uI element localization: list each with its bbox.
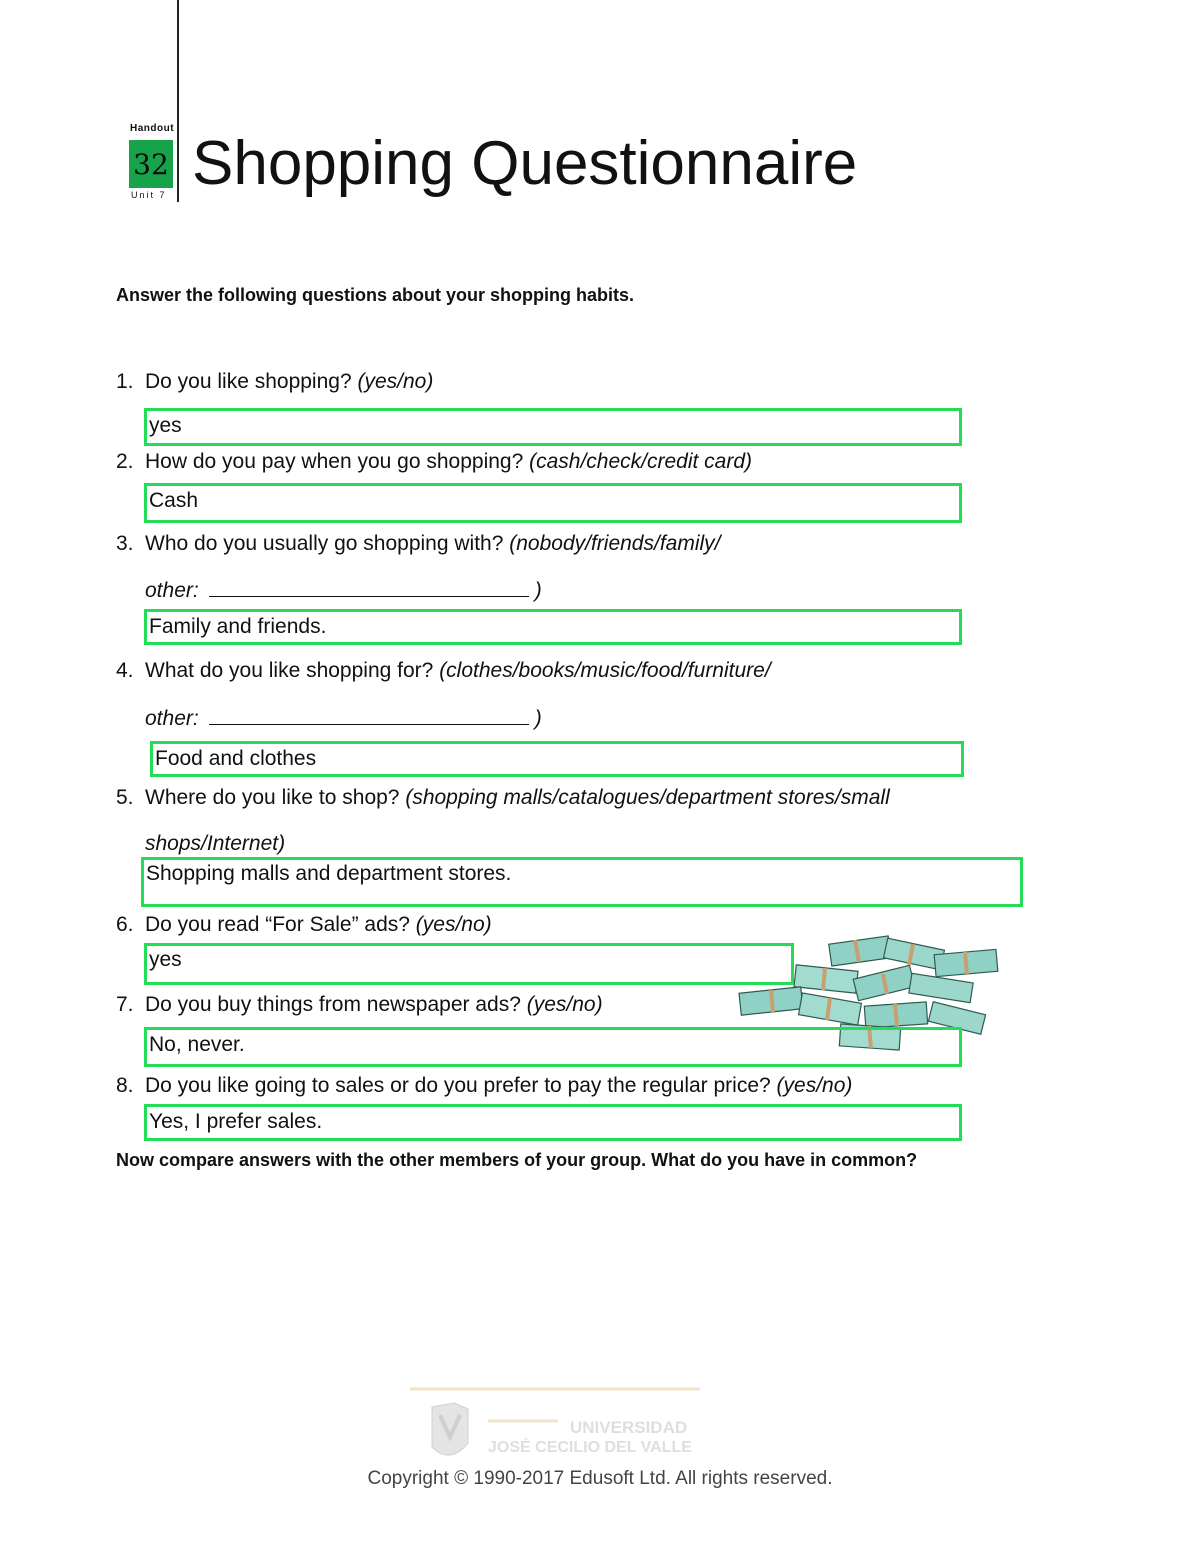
question-3-other: other: ) [145,579,542,602]
question-6: 6. Do you read “For Sale” ads? (yes/no) [116,913,492,936]
page-title: Shopping Questionnaire [192,129,858,198]
question-2: 2. How do you pay when you go shopping? (cash/check/credit card) [116,450,753,473]
question-3: 3. Who do you usually go shopping with? (nobody/friends/family/ [116,532,721,555]
instructions: Answer the following questions about your shopping habits. [116,285,635,305]
watermark-line-2: JOSÉ CECILIO DEL VALLE [488,1439,692,1456]
university-logo-icon [410,1385,700,1470]
question-5-continuation: shops/Internet) [145,832,286,855]
question-5: 5. Where do you like to shop? (shopping malls/catalogues/department stores/small [116,786,890,809]
header-divider [177,0,179,202]
question-7: 7. Do you buy things from newspaper ads? (yes/no) [116,993,603,1016]
question-8: 8. Do you like going to sales or do you prefer to pay the regular price? (yes/no) [116,1074,853,1097]
answer-field-5[interactable]: Shopping malls and department stores. [141,857,1023,907]
compare-instructions: Now compare answers with the other members of your group. What do you have in common? [116,1150,918,1170]
answer-field-2[interactable]: Cash [144,483,962,523]
answer-field-3[interactable]: Family and friends. [144,609,962,645]
question-4-other: other: ) [145,707,542,730]
other-blank-line[interactable] [209,706,529,725]
watermark-line-1: UNIVERSIDAD [570,1418,688,1437]
handout-number-badge: 32 [129,140,173,188]
answer-field-1[interactable]: yes [144,408,962,446]
answer-field-4[interactable]: Food and clothes [150,741,964,777]
answer-field-7[interactable]: No, never. [144,1027,962,1067]
question-4: 4. What do you like shopping for? (clothes/books/music/food/furniture/ [116,659,771,682]
answer-field-6[interactable]: yes [144,943,794,985]
other-blank-line[interactable] [209,578,529,597]
question-1: 1. Do you like shopping? (yes/no) [116,370,434,393]
unit-label: Unit 7 [131,190,167,200]
copyright-footer: Copyright © 1990-2017 Edusoft Ltd. All rights reserved. [367,1468,833,1489]
answer-field-8[interactable]: Yes, I prefer sales. [144,1104,962,1141]
handout-label: Handout [130,123,175,134]
